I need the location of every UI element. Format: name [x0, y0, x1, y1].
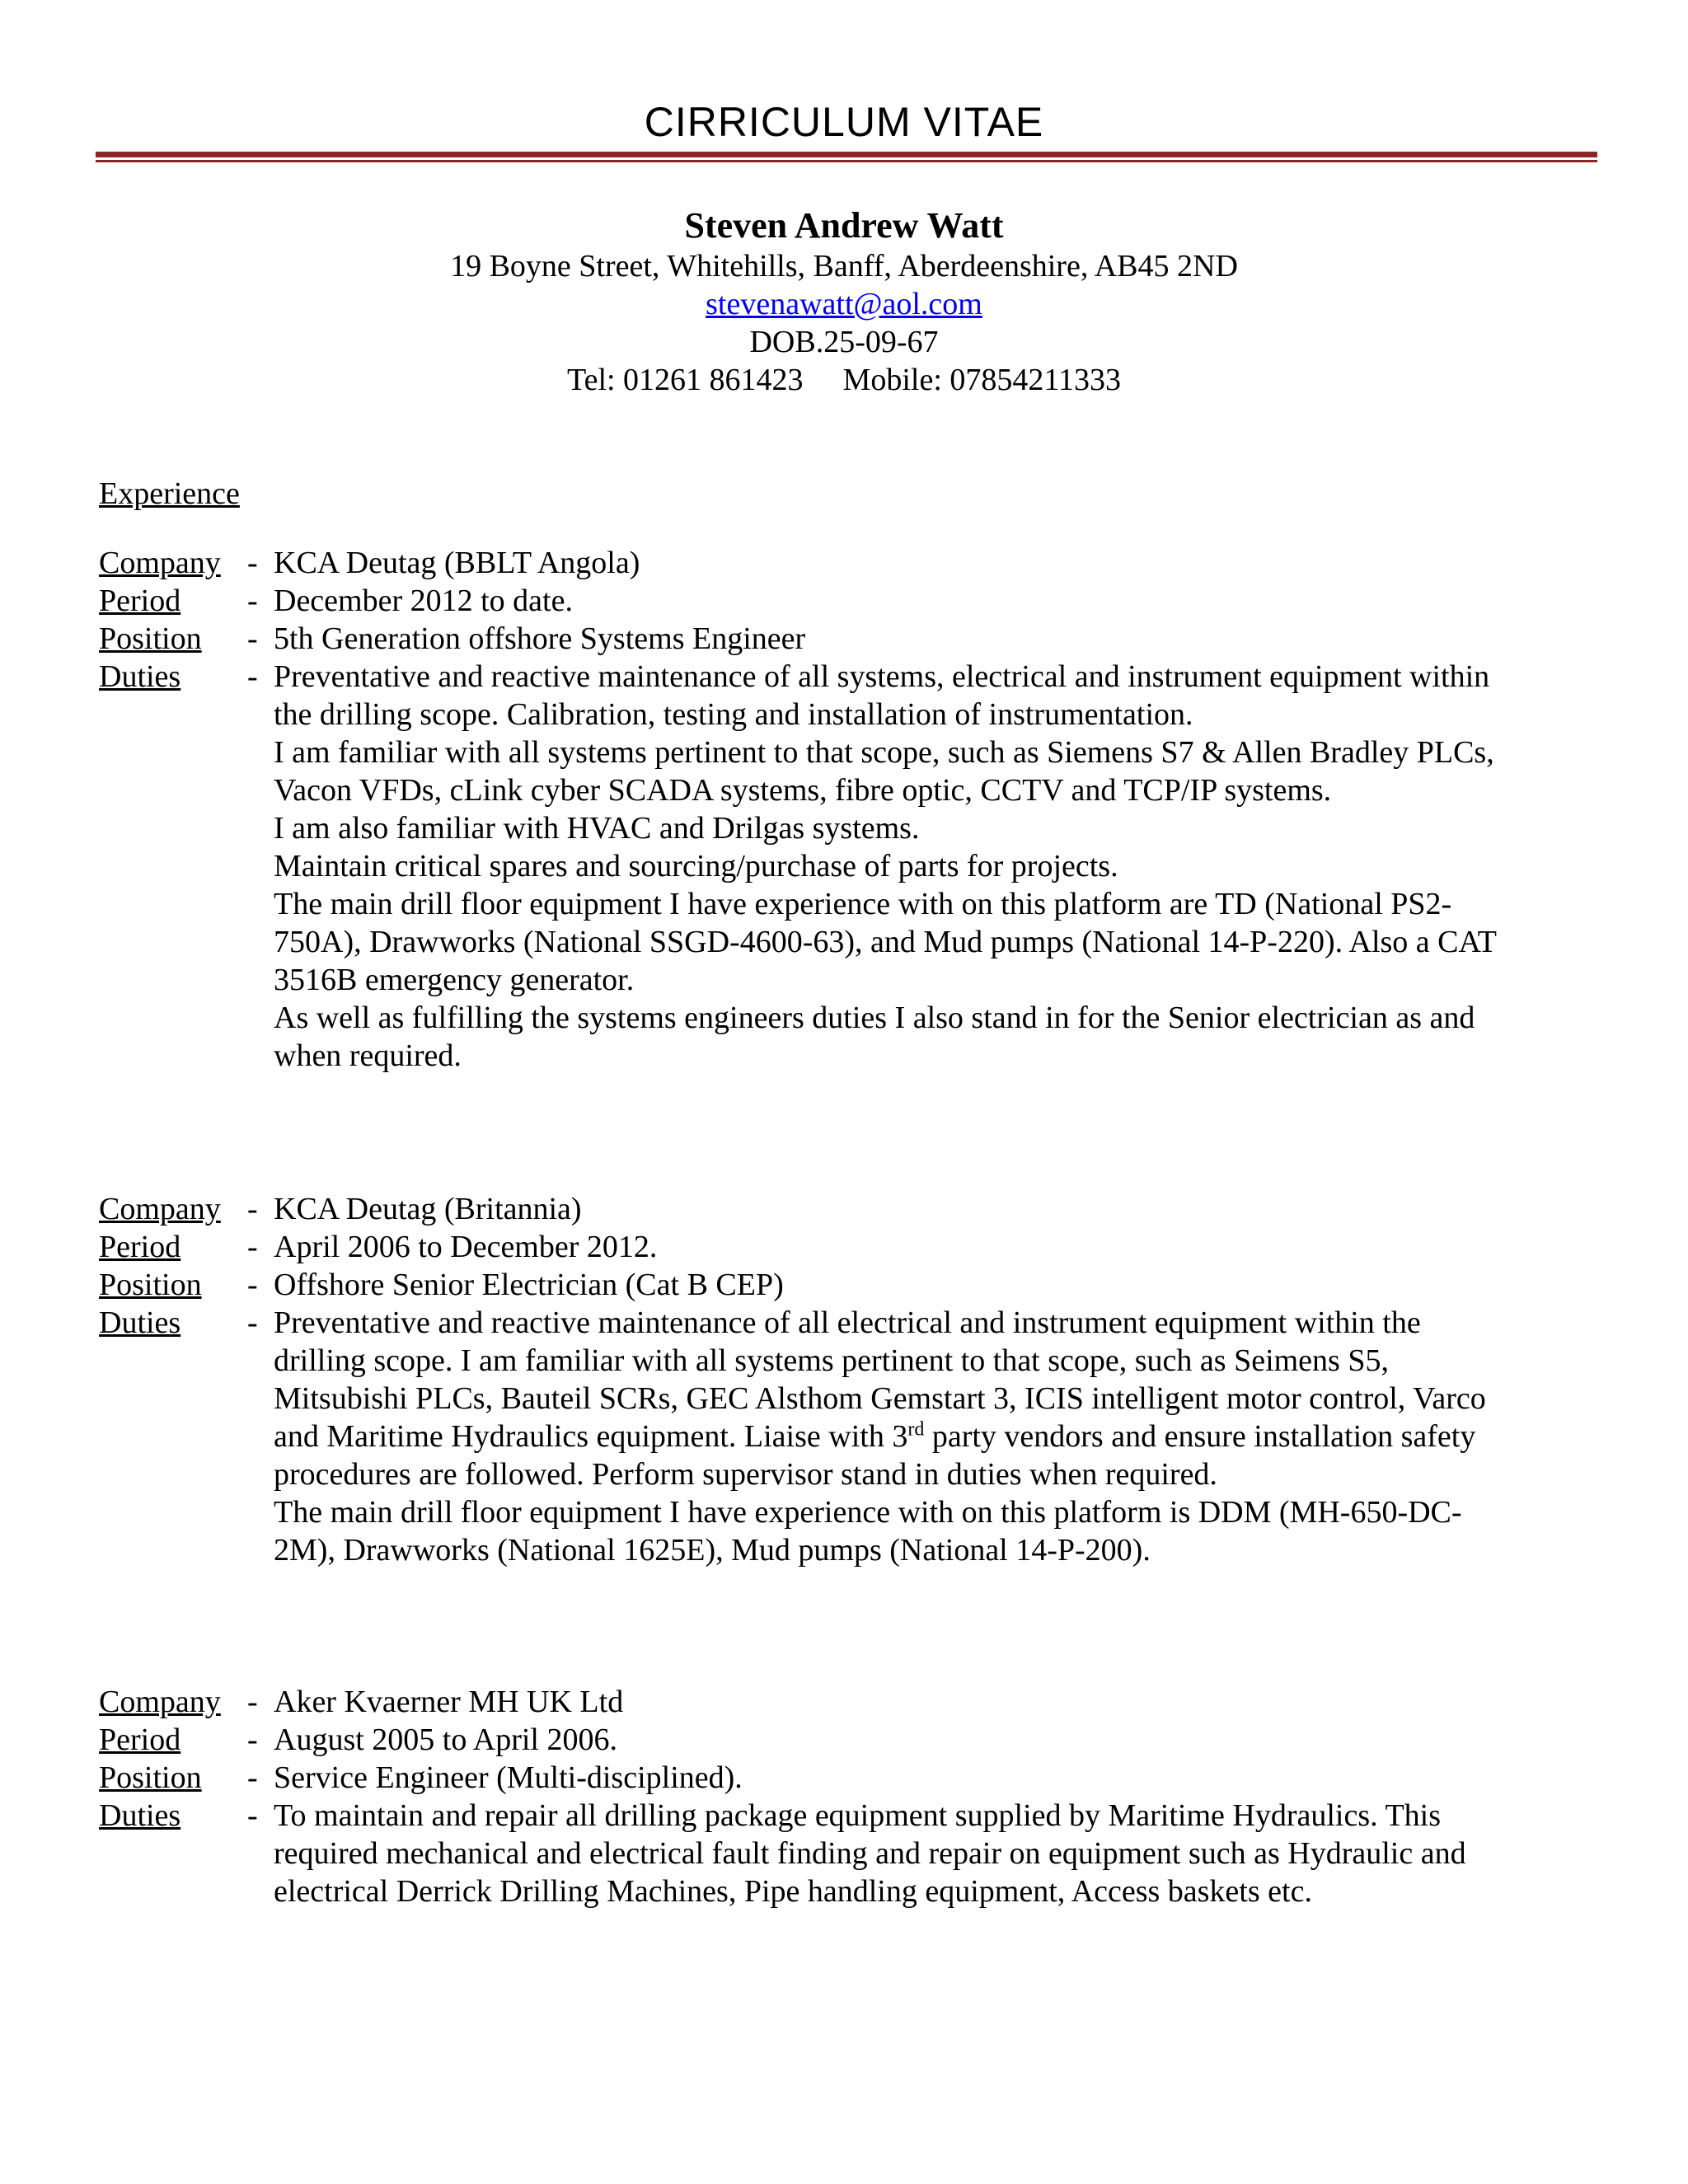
duties-text: the drilling scope. Calibration, testing and installation of instrumentation. I am familiar with all systems pertinent to that scope, such as Siemens S7 & Allen Bradley PLCs, Vacon VFDs, cLink cyber SCADA systems, fibre optic, CCTV and TCP/IP systems. I am also familiar with HVAC and Drilgas systems. Maintain critical spares and sourcing/purchase of parts for projects. The main drill floor equipment I have experience with on this platform are TD (National PS2- 750A), Drawworks (National SSGD-4600-63), and Mud pumps (National 14-P-220). Also a CAT 3516B emergency generator. As well as fulfilling the systems engineers duties I also stand in for the Senior electrician as and when required.: [274, 697, 1497, 1073]
duties-first-line: Preventative and reactive maintenance of all systems, electrical and instrument equipment within: [274, 659, 1490, 694]
duties-first-line: To maintain and repair all drilling package equipment supplied by Maritime Hydraulics. This: [274, 1798, 1442, 1833]
duties-text: drilling scope. I am familiar with all systems pertinent to that scope, such as Seimens S5, Mitsubishi PLCs, Bauteil SCRs, GEC Alsthom Gemstart 3, ICIS intelligent motor control, Varco and Maritime Hydraulics equipment. Liaise with 3rd party vendors and ensure installation safety procedures are followed. Perform supervisor stand in duties when required. The main drill floor equipment I have experience with on this platform is DDM (MH-650-DC- 2M), Drawworks (National 1625E), Mud pumps (National 14-P-200).: [274, 1343, 1486, 1568]
position-label: Position: [99, 621, 202, 656]
position-label: Position: [99, 1760, 202, 1795]
tel-number: Tel: 01261 861423: [567, 363, 804, 397]
duties-label: Duties: [99, 1798, 181, 1833]
title-rule-thick: [96, 152, 1597, 157]
period-label: Period: [99, 1230, 181, 1264]
duties-label: Duties: [99, 1305, 181, 1340]
period-label: Period: [99, 1722, 181, 1757]
position-value: Service Engineer (Multi-disciplined).: [274, 1760, 743, 1795]
period-value: August 2005 to April 2006.: [274, 1722, 617, 1757]
phone-line: [0, 361, 1688, 399]
company-label: Company: [99, 546, 221, 580]
company-value: KCA Deutag (BBLT Angola): [274, 546, 640, 580]
mobile-number: Mobile: 07854211333: [842, 363, 1121, 397]
position-value: 5th Generation offshore Systems Engineer: [274, 621, 806, 656]
company-label: Company: [99, 1192, 221, 1226]
duties-text: required mechanical and electrical fault finding and repair on equipment such as Hydraulic and electrical Derrick Drilling Machines, Pipe handling equipment, Access baskets etc.: [274, 1836, 1466, 1909]
contact-header: [0, 204, 1688, 399]
period-value: April 2006 to December 2012.: [274, 1230, 658, 1264]
address-line: 19 Boyne Street, Whitehills, Banff, Aberdeenshire, AB45 2ND: [450, 249, 1238, 284]
job-entry-2: Company - KCA Deutag (Britannia) Period - April 2006 to December 2012. Position - Offshore Senior Electrician (Cat B CEP) Duties - Preventative and reactive maintenance of all electrical and instrument equipment within the drilling scope. I am familiar with all systems pertinent to that scope, such as Seimens S5, Mitsubishi PLCs, Bauteil SCRs, GEC Alsthom Gemstart 3, ICIS intelligent motor control, Varco and Maritime Hydraulics equipment. Liaise with 3rd party vendors and ensure installation safety procedures are followed. Perform supervisor stand in duties when required. The main drill floor equipment I have experience with on this platform is DDM (MH-650-DC- 2M), Drawworks (National 1625E), Mud pumps (National 14-P-200).: [99, 1190, 1582, 1569]
company-value: KCA Deutag (Britannia): [274, 1192, 582, 1226]
title-rule-thin: [96, 160, 1597, 162]
company-value: Aker Kvaerner MH UK Ltd: [274, 1685, 624, 1719]
job-entry-3: Company - Aker Kvaerner MH UK Ltd Period - August 2005 to April 2006. Position - Service Engineer (Multi-disciplined). Duties - To maintain and repair all drilling package equipment supplied by Maritime Hydraulics. This required mechanical and electrical fault finding and repair on equipment such as Hydraulic and electrical Derrick Drilling Machines, Pipe handling equipment, Access baskets etc.: [99, 1683, 1582, 1910]
candidate-name: Steven Andrew Watt: [684, 205, 1004, 246]
dob-line: DOB.25-09-67: [749, 325, 939, 359]
period-label: Period: [99, 583, 181, 618]
document-title: CIRRICULUM VITAE: [644, 99, 1044, 145]
job-entry-1: Company - KCA Deutag (BBLT Angola) Period - December 2012 to date. Position - 5th Generation offshore Systems Engineer Duties - Preventative and reactive maintenance of all systems, electrical and instrument equipment within the drilling scope. Calibration, testing and installation of instrumentation. I am familiar with all systems pertinent to that scope, such as Siemens S7 & Allen Bradley PLCs, Vacon VFDs, cLink cyber SCADA systems, fibre optic, CCTV and TCP/IP systems. I am also familiar with HVAC and Drilgas systems. Maintain critical spares and sourcing/purchase of parts for projects. The main drill floor equipment I have experience with on this platform are TD (National PS2- 750A), Drawworks (National SSGD-4600-63), and Mud pumps (National 14-P-220). Also a CAT 3516B emergency generator. As well as fulfilling the systems engineers duties I also stand in for the Senior electrician as and when required.: [99, 544, 1582, 1075]
duties-first-line: Preventative and reactive maintenance of all electrical and instrument equipment within the: [274, 1305, 1421, 1340]
email-link[interactable]: stevenawatt@aol.com: [706, 287, 982, 321]
duties-label: Duties: [99, 659, 181, 694]
company-label: Company: [99, 1685, 221, 1719]
position-label: Position: [99, 1268, 202, 1302]
period-value: December 2012 to date.: [274, 583, 573, 618]
experience-heading: Experience: [99, 476, 240, 511]
position-value: Offshore Senior Electrician (Cat B CEP): [274, 1268, 784, 1302]
